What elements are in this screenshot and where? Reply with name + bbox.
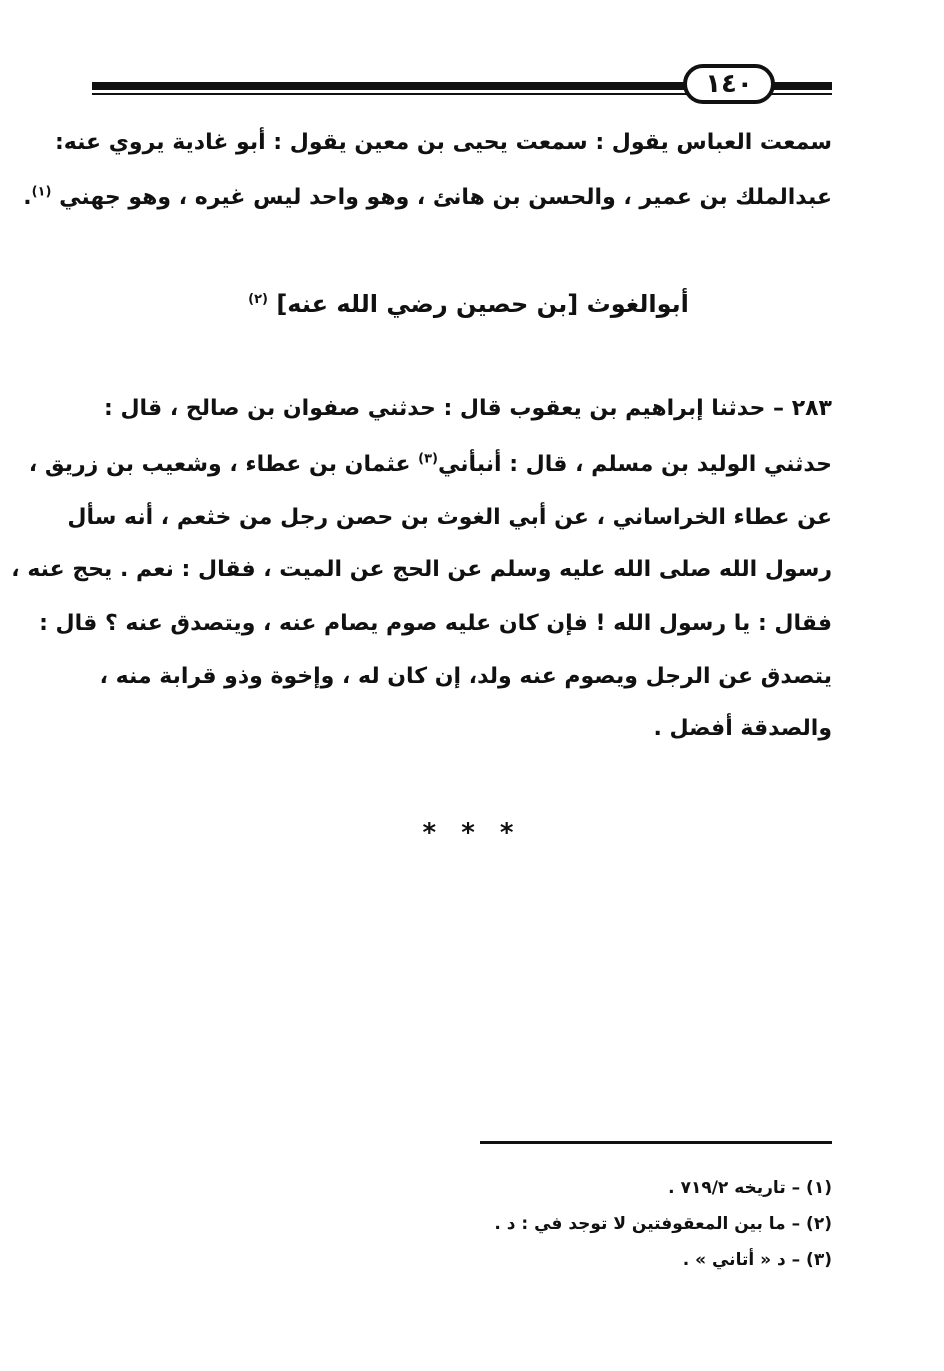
intro-line-2: [23, 184, 832, 210]
footnote-3-text: – د « أتاني » .: [682, 1250, 801, 1270]
section-separator: * * *: [422, 818, 522, 848]
intro-line-2-end: .: [23, 185, 32, 210]
footnote-ref-3: (٣): [418, 451, 438, 467]
footnote-3: [480, 1242, 832, 1278]
footnote-1-text: – تاريخه ٧١٩/٢ .: [668, 1178, 801, 1198]
section-heading-text: أبوالغوث [بن حصين رضي الله عنه]: [276, 290, 689, 318]
intro-line-2-text: عبدالملك بن عمير ، والحسن بن هانئ ، وهو واحد ليس غيره ، وهو جهني: [59, 185, 832, 210]
hadith-line-3: عن عطاء الخراساني ، عن أبي الغوث بن حصن رجل من خثعم ، أنه سأل: [67, 505, 832, 530]
hadith-line-6: يتصدق عن الرجل ويصوم عنه ولد، إن كان له ، وإخوة وذو قرابة منه ،: [99, 664, 832, 689]
footnote-1: [480, 1170, 832, 1206]
hadith-line-2b: عثمان بن عطاء ، وشعيب بن زريق ،: [28, 452, 411, 477]
page-number: ١٤٠: [683, 64, 775, 104]
hadith-line-2: [28, 451, 832, 477]
hadith-line-7: والصدقة أفضل .: [653, 716, 832, 741]
footnote-rule: [480, 1141, 832, 1144]
footnote-3-marker: (٣): [806, 1250, 832, 1270]
footnote-ref-2: (٢): [248, 292, 268, 307]
footnote-ref-1: (١): [31, 184, 52, 200]
footnote-2-marker: (٢): [806, 1214, 832, 1234]
hadith-line-4: رسول الله صلى الله عليه وسلم عن الحج عن الميت ، فقال : نعم . يحج عنه ،: [11, 557, 832, 582]
hadith-line-2a: حدثني الوليد بن مسلم ، قال : أنبأني: [438, 452, 832, 477]
section-heading: [105, 290, 832, 318]
hadith-line-5: فقال : يا رسول الله ! فإن كان عليه صوم يصام عنه ، ويتصدق عنه ؟ قال :: [39, 611, 832, 636]
footnote-1-marker: (١): [806, 1178, 832, 1198]
footnote-2: [480, 1206, 832, 1242]
footnote-2-text: – ما بين المعقوفتين لا توجد في : د .: [494, 1214, 801, 1234]
intro-line-1: سمعت العباس يقول : سمعت يحيى بن معين يقول : أبو غادية يروي عنه:: [54, 130, 832, 155]
hadith-line-1: ٢٨٣ – حدثنا إبراهيم بن يعقوب قال : حدثني صفوان بن صالح ، قال :: [103, 396, 832, 421]
footnotes: [480, 1170, 832, 1278]
